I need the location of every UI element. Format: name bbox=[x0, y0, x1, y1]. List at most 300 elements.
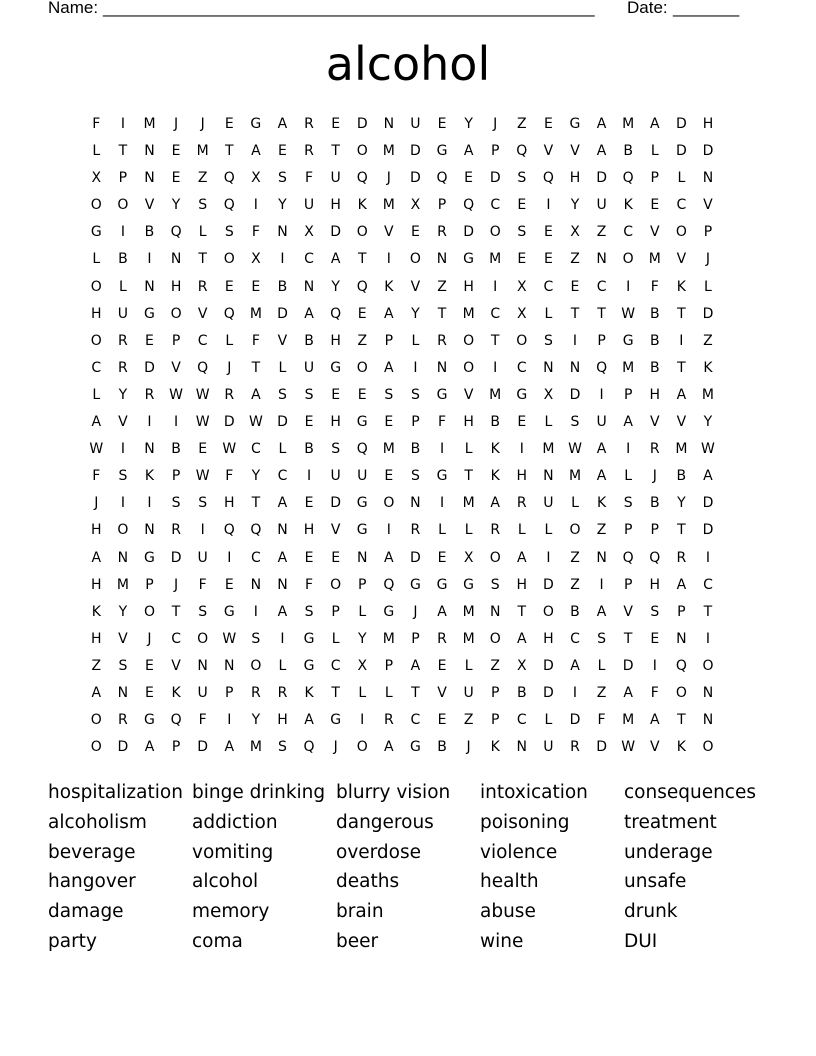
grid-cell: I bbox=[626, 441, 631, 458]
grid-cell: P bbox=[225, 684, 234, 701]
grid-cell: B bbox=[676, 468, 687, 485]
grid-cell: U bbox=[117, 305, 129, 322]
grid-cell: B bbox=[118, 251, 128, 268]
grid-cell: W bbox=[248, 414, 263, 431]
grid-cell: R bbox=[118, 712, 128, 729]
grid-cell: U bbox=[303, 197, 315, 214]
grid-cell: X bbox=[251, 170, 261, 187]
grid-cell: E bbox=[331, 116, 341, 132]
grid-cell: L bbox=[198, 224, 207, 241]
grid-cell: G bbox=[330, 712, 342, 729]
word-list-item: DUI bbox=[624, 930, 658, 952]
grid-cell: P bbox=[411, 414, 420, 431]
grid-cell: K bbox=[596, 495, 607, 512]
grid-cell: L bbox=[92, 143, 101, 160]
grid-cell: F bbox=[597, 712, 606, 729]
grid-cell: J bbox=[413, 603, 418, 620]
grid-cell: A bbox=[251, 386, 261, 403]
grid-cell: E bbox=[543, 251, 553, 268]
grid-cell: C bbox=[410, 712, 421, 729]
grid-cell: S bbox=[517, 224, 527, 241]
grid-cell: N bbox=[144, 170, 155, 187]
grid-cell: O bbox=[90, 332, 102, 349]
grid-cell: I bbox=[306, 468, 312, 485]
grid-cell: N bbox=[277, 224, 288, 241]
grid-cell: S bbox=[118, 657, 128, 674]
grid-cell: D bbox=[330, 495, 342, 512]
grid-cell: X bbox=[543, 386, 554, 403]
grid-cell: I bbox=[120, 224, 125, 241]
grid-cell: O bbox=[463, 332, 475, 349]
grid-cell: J bbox=[147, 630, 152, 647]
grid-cell: Q bbox=[516, 143, 528, 160]
word-list-item: vomiting bbox=[192, 841, 274, 863]
grid-cell: R bbox=[277, 684, 288, 701]
grid-cell: B bbox=[304, 332, 314, 349]
name-blank-line: ____________________________________________________ bbox=[103, 0, 595, 17]
grid-cell: E bbox=[171, 170, 181, 187]
grid-cell: D bbox=[702, 522, 714, 539]
grid-cell: Y bbox=[171, 197, 181, 214]
grid-cell: Z bbox=[570, 549, 580, 566]
grid-cell: E bbox=[198, 441, 208, 458]
grid-cell: O bbox=[516, 332, 528, 349]
grid-cell: X bbox=[570, 224, 580, 241]
word-list-item: addiction bbox=[192, 811, 278, 833]
grid-cell: R bbox=[144, 386, 155, 403]
grid-cell: G bbox=[463, 576, 475, 593]
grid-cell: I bbox=[120, 441, 125, 458]
grid-cell: C bbox=[197, 332, 208, 349]
grid-cell: V bbox=[197, 305, 208, 322]
grid-cell: L bbox=[225, 332, 234, 349]
grid-cell: R bbox=[304, 143, 314, 160]
grid-cell: M bbox=[249, 739, 262, 756]
grid-cell: U bbox=[330, 170, 341, 187]
grid-cell: E bbox=[331, 549, 341, 566]
grid-cell: S bbox=[278, 170, 287, 187]
grid-cell: U bbox=[303, 359, 315, 376]
grid-cell: G bbox=[622, 332, 634, 349]
grid-cell: I bbox=[652, 657, 657, 674]
grid-cell: W bbox=[195, 414, 210, 431]
grid-cell: U bbox=[410, 116, 421, 132]
grid-cell: K bbox=[703, 359, 713, 376]
grid-cell: N bbox=[144, 441, 155, 458]
grid-cell: I bbox=[572, 332, 578, 349]
grid-cell: A bbox=[384, 739, 394, 756]
grid-cell: I bbox=[280, 251, 285, 268]
grid-cell: E bbox=[384, 414, 394, 431]
grid-cell: P bbox=[171, 739, 181, 756]
grid-cell: O bbox=[170, 305, 182, 322]
grid-cell: I bbox=[386, 251, 391, 268]
grid-cell: B bbox=[437, 739, 447, 756]
grid-cell: T bbox=[677, 712, 686, 729]
word-list bbox=[48, 778, 768, 957]
grid-cell: A bbox=[224, 739, 235, 756]
grid-cell: W bbox=[222, 630, 237, 647]
grid-cell: L bbox=[464, 657, 473, 674]
grid-cell: A bbox=[91, 549, 102, 566]
grid-cell: B bbox=[649, 305, 660, 322]
grid-cell: V bbox=[330, 522, 341, 539]
grid-cell: A bbox=[91, 684, 102, 701]
word-list-item: treatment bbox=[624, 811, 717, 833]
grid-cell: N bbox=[676, 630, 687, 647]
grid-cell: G bbox=[223, 603, 235, 620]
grid-cell: A bbox=[676, 576, 687, 593]
grid-cell: N bbox=[569, 359, 581, 376]
grid-cell: R bbox=[649, 441, 660, 458]
word-list-item: binge drinking bbox=[192, 782, 326, 803]
grid-cell: D bbox=[702, 495, 714, 512]
grid-cell: I bbox=[147, 495, 152, 512]
grid-cell: P bbox=[490, 684, 500, 701]
grid-cell: D bbox=[702, 305, 714, 322]
grid-cell: L bbox=[544, 712, 553, 729]
grid-cell: L bbox=[544, 305, 553, 322]
grid-cell: O bbox=[675, 224, 687, 241]
grid-cell: G bbox=[144, 549, 155, 566]
grid-cell: B bbox=[623, 143, 633, 160]
grid-cell: P bbox=[490, 712, 500, 729]
grid-cell: S bbox=[304, 386, 314, 403]
grid-cell: S bbox=[198, 495, 208, 512]
grid-cell: R bbox=[171, 522, 181, 539]
grid-cell: J bbox=[493, 116, 498, 132]
grid-cell: I bbox=[519, 441, 524, 458]
grid-cell: D bbox=[410, 143, 421, 160]
grid-cell: V bbox=[623, 603, 633, 620]
grid-cell: I bbox=[679, 332, 684, 349]
grid-cell: G bbox=[463, 251, 475, 268]
grid-cell: H bbox=[463, 278, 474, 295]
grid-cell: E bbox=[145, 332, 154, 349]
grid-cell: P bbox=[623, 576, 633, 593]
grid-cell: K bbox=[490, 739, 500, 756]
grid-cell: L bbox=[571, 495, 579, 512]
grid-cell: I bbox=[599, 386, 604, 403]
grid-cell: L bbox=[278, 441, 287, 458]
grid-cell: H bbox=[649, 386, 661, 403]
grid-cell: H bbox=[91, 305, 102, 322]
grid-cell: D bbox=[356, 116, 368, 132]
grid-cell: N bbox=[516, 739, 528, 756]
grid-cell: P bbox=[623, 522, 633, 539]
word-list-item: party bbox=[48, 930, 97, 952]
word-list-item: dangerous bbox=[336, 811, 434, 833]
grid-cell: F bbox=[198, 576, 207, 593]
grid-cell: O bbox=[702, 739, 714, 756]
grid-cell: Y bbox=[703, 414, 713, 431]
grid-cell: Q bbox=[250, 522, 262, 539]
grid-cell: G bbox=[144, 712, 155, 729]
grid-cell: H bbox=[170, 278, 182, 295]
grid-cell: A bbox=[703, 468, 713, 485]
grid-cell: B bbox=[277, 278, 288, 295]
grid-cell: F bbox=[251, 224, 260, 241]
grid-cell: U bbox=[197, 684, 208, 701]
grid-cell: N bbox=[303, 278, 315, 295]
grid-cell: R bbox=[437, 332, 447, 349]
grid-cell: X bbox=[357, 657, 368, 674]
grid-cell: S bbox=[278, 739, 287, 756]
grid-cell: V bbox=[118, 414, 128, 431]
grid-cell: E bbox=[145, 657, 154, 674]
grid-cell: B bbox=[649, 359, 660, 376]
grid-cell: R bbox=[676, 549, 687, 566]
grid-cell: U bbox=[197, 549, 208, 566]
grid-cell: A bbox=[463, 143, 474, 160]
grid-cell: X bbox=[304, 224, 314, 241]
grid-cell: A bbox=[277, 549, 288, 566]
grid-cell: M bbox=[622, 116, 635, 132]
name-label: Name: bbox=[48, 0, 99, 17]
grid-cell: E bbox=[331, 386, 341, 403]
grid-cell: N bbox=[383, 116, 395, 132]
grid-cell: T bbox=[570, 305, 580, 322]
grid-cell: L bbox=[544, 414, 553, 431]
grid-cell: O bbox=[90, 197, 102, 214]
grid-cell: J bbox=[94, 495, 99, 512]
grid-cell: W bbox=[621, 305, 636, 322]
date-label: Date: bbox=[627, 0, 668, 17]
grid-cell: G bbox=[90, 224, 102, 241]
grid-cell: J bbox=[174, 576, 179, 593]
grid-cell: I bbox=[227, 549, 232, 566]
grid-cell: R bbox=[118, 332, 128, 349]
grid-cell: Z bbox=[570, 576, 580, 593]
grid-cell: C bbox=[250, 549, 261, 566]
grid-cell: T bbox=[490, 332, 500, 349]
grid-cell: I bbox=[147, 414, 152, 431]
grid-cell: E bbox=[543, 116, 553, 132]
grid-cell: S bbox=[543, 332, 553, 349]
grid-cell: O bbox=[489, 630, 501, 647]
grid-cell: N bbox=[277, 522, 288, 539]
grid-cell: Q bbox=[223, 170, 235, 187]
grid-cell: R bbox=[437, 224, 447, 241]
grid-cell: V bbox=[171, 359, 181, 376]
grid-cell: P bbox=[384, 332, 394, 349]
grid-cell: S bbox=[331, 441, 341, 458]
grid-cell: P bbox=[650, 522, 659, 539]
grid-cell: N bbox=[702, 684, 714, 701]
grid-cell: L bbox=[624, 468, 633, 485]
grid-cell: I bbox=[147, 251, 152, 268]
word-list-item: abuse bbox=[480, 901, 536, 923]
grid-cell: Q bbox=[330, 305, 342, 322]
grid-cell: M bbox=[622, 359, 635, 376]
grid-cell: H bbox=[516, 576, 528, 593]
grid-cell: J bbox=[705, 251, 711, 268]
grid-cell: V bbox=[463, 386, 474, 403]
grid-cell: C bbox=[277, 468, 288, 485]
grid-cell: J bbox=[174, 116, 179, 132]
grid-cell: V bbox=[410, 278, 421, 295]
grid-cell: S bbox=[623, 495, 633, 512]
grid-cell: G bbox=[383, 603, 395, 620]
grid-cell: Y bbox=[331, 278, 340, 295]
grid-cell: M bbox=[462, 495, 475, 512]
grid-cell: C bbox=[490, 197, 501, 214]
grid-cell: S bbox=[251, 630, 261, 647]
grid-cell: B bbox=[516, 684, 527, 701]
grid-cell: E bbox=[304, 495, 314, 512]
grid-cell: T bbox=[677, 305, 686, 322]
grid-cell: P bbox=[171, 332, 181, 349]
grid-cell: D bbox=[569, 386, 581, 403]
grid-cell: G bbox=[250, 116, 262, 132]
grid-cell: G bbox=[303, 630, 315, 647]
grid-cell: E bbox=[224, 116, 234, 132]
grid-cell: L bbox=[92, 251, 101, 268]
grid-cell: N bbox=[224, 657, 235, 674]
grid-cell: C bbox=[171, 630, 181, 647]
grid-cell: K bbox=[676, 278, 686, 295]
grid-cell: Q bbox=[197, 359, 209, 376]
word-list-item: underage bbox=[624, 841, 713, 863]
grid-cell: U bbox=[357, 468, 368, 485]
grid-cell: L bbox=[411, 332, 420, 349]
grid-cell: O bbox=[250, 657, 262, 674]
grid-cell: G bbox=[409, 739, 421, 756]
grid-cell: O bbox=[90, 739, 102, 756]
grid-cell: V bbox=[144, 197, 155, 214]
grid-cell: N bbox=[596, 251, 607, 268]
grid-cell: S bbox=[490, 576, 500, 593]
grid-cell: D bbox=[489, 170, 501, 187]
grid-cell: A bbox=[384, 549, 394, 566]
grid-cell: P bbox=[597, 332, 606, 349]
grid-cell: A bbox=[517, 630, 527, 647]
grid-cell: G bbox=[356, 495, 368, 512]
grid-cell: M bbox=[382, 441, 395, 458]
word-list-item: alcohol bbox=[192, 871, 259, 893]
grid-cell: O bbox=[223, 251, 235, 268]
grid-cell: A bbox=[596, 441, 607, 458]
grid-cell: Q bbox=[463, 197, 475, 214]
grid-cell: R bbox=[570, 739, 580, 756]
grid-cell: L bbox=[544, 522, 553, 539]
grid-cell: J bbox=[466, 739, 471, 756]
grid-cell: A bbox=[304, 712, 314, 729]
grid-cell: H bbox=[702, 116, 714, 132]
grid-cell: T bbox=[703, 603, 713, 620]
grid-cell: N bbox=[197, 657, 208, 674]
grid-cell: O bbox=[356, 739, 368, 756]
word-list-item: brain bbox=[336, 901, 384, 923]
grid-cell: H bbox=[330, 414, 341, 431]
grid-cell: M bbox=[648, 251, 661, 268]
grid-cell: T bbox=[198, 251, 207, 268]
grid-cell: A bbox=[277, 495, 288, 512]
grid-cell: J bbox=[386, 170, 391, 187]
grid-cell: V bbox=[703, 197, 713, 214]
grid-cell: Q bbox=[596, 359, 608, 376]
grid-cell: F bbox=[198, 712, 207, 729]
grid-cell: H bbox=[91, 522, 102, 539]
grid-cell: D bbox=[543, 657, 554, 674]
grid-cell: Y bbox=[464, 116, 473, 132]
grid-cell: H bbox=[569, 170, 581, 187]
word-list-item: beverage bbox=[48, 841, 136, 863]
grid-cell: E bbox=[650, 197, 660, 214]
grid-cell: P bbox=[384, 657, 394, 674]
word-list-item: blurry vision bbox=[336, 782, 451, 803]
grid-cell: L bbox=[384, 684, 393, 701]
grid-cell: I bbox=[705, 549, 711, 566]
grid-cell: E bbox=[224, 576, 234, 593]
grid-cell: K bbox=[304, 684, 314, 701]
grid-cell: E bbox=[224, 278, 234, 295]
grid-cell: E bbox=[384, 468, 394, 485]
word-list-item: poisoning bbox=[480, 811, 570, 833]
grid-cell: H bbox=[91, 630, 102, 647]
grid-cell: V bbox=[437, 684, 447, 701]
word-list-item: unsafe bbox=[624, 871, 687, 893]
grid-cell: F bbox=[251, 332, 260, 349]
grid-cell: L bbox=[677, 170, 686, 187]
grid-cell: J bbox=[227, 359, 232, 376]
grid-cell: R bbox=[410, 522, 421, 539]
grid-cell: H bbox=[277, 712, 288, 729]
grid-cell: A bbox=[596, 116, 607, 132]
grid-cell: I bbox=[360, 712, 365, 729]
grid-cell: R bbox=[437, 630, 447, 647]
grid-cell: E bbox=[464, 170, 474, 187]
grid-cell: M bbox=[382, 197, 395, 214]
grid-cell: K bbox=[91, 603, 101, 620]
grid-cell: Q bbox=[649, 549, 661, 566]
grid-cell: W bbox=[195, 468, 210, 485]
grid-cell: T bbox=[357, 251, 367, 268]
grid-cell: N bbox=[489, 603, 501, 620]
grid-cell: L bbox=[118, 278, 127, 295]
grid-cell: V bbox=[171, 657, 181, 674]
grid-cell: G bbox=[436, 386, 448, 403]
grid-cell: P bbox=[411, 630, 420, 647]
grid-cell: H bbox=[516, 468, 528, 485]
grid-cell: B bbox=[171, 441, 181, 458]
grid-cell: Z bbox=[490, 657, 500, 674]
grid-cell: Y bbox=[118, 603, 128, 620]
grid-cell: A bbox=[384, 359, 394, 376]
grid-cell: I bbox=[227, 712, 232, 729]
word-list-item: hospitalization bbox=[48, 782, 183, 803]
grid-cell: V bbox=[676, 251, 687, 268]
grid-cell: D bbox=[330, 224, 342, 241]
grid-cell: V bbox=[676, 414, 687, 431]
grid-cell: D bbox=[144, 359, 155, 376]
word-list-item: hangover bbox=[48, 871, 136, 893]
grid-cell: N bbox=[144, 522, 155, 539]
grid-cell: M bbox=[489, 386, 502, 403]
puzzle-title: alcohol bbox=[325, 37, 491, 91]
grid-cell: Y bbox=[278, 197, 287, 214]
grid-cell: T bbox=[118, 143, 128, 160]
grid-cell: A bbox=[330, 251, 341, 268]
grid-cell: O bbox=[489, 549, 501, 566]
grid-cell: Z bbox=[463, 712, 474, 729]
grid-cell: E bbox=[304, 414, 314, 431]
grid-cell: X bbox=[410, 197, 421, 214]
grid-cell: P bbox=[623, 386, 633, 403]
grid-cell: X bbox=[517, 305, 527, 322]
grid-cell: D bbox=[675, 116, 687, 132]
grid-cell: S bbox=[570, 414, 580, 431]
